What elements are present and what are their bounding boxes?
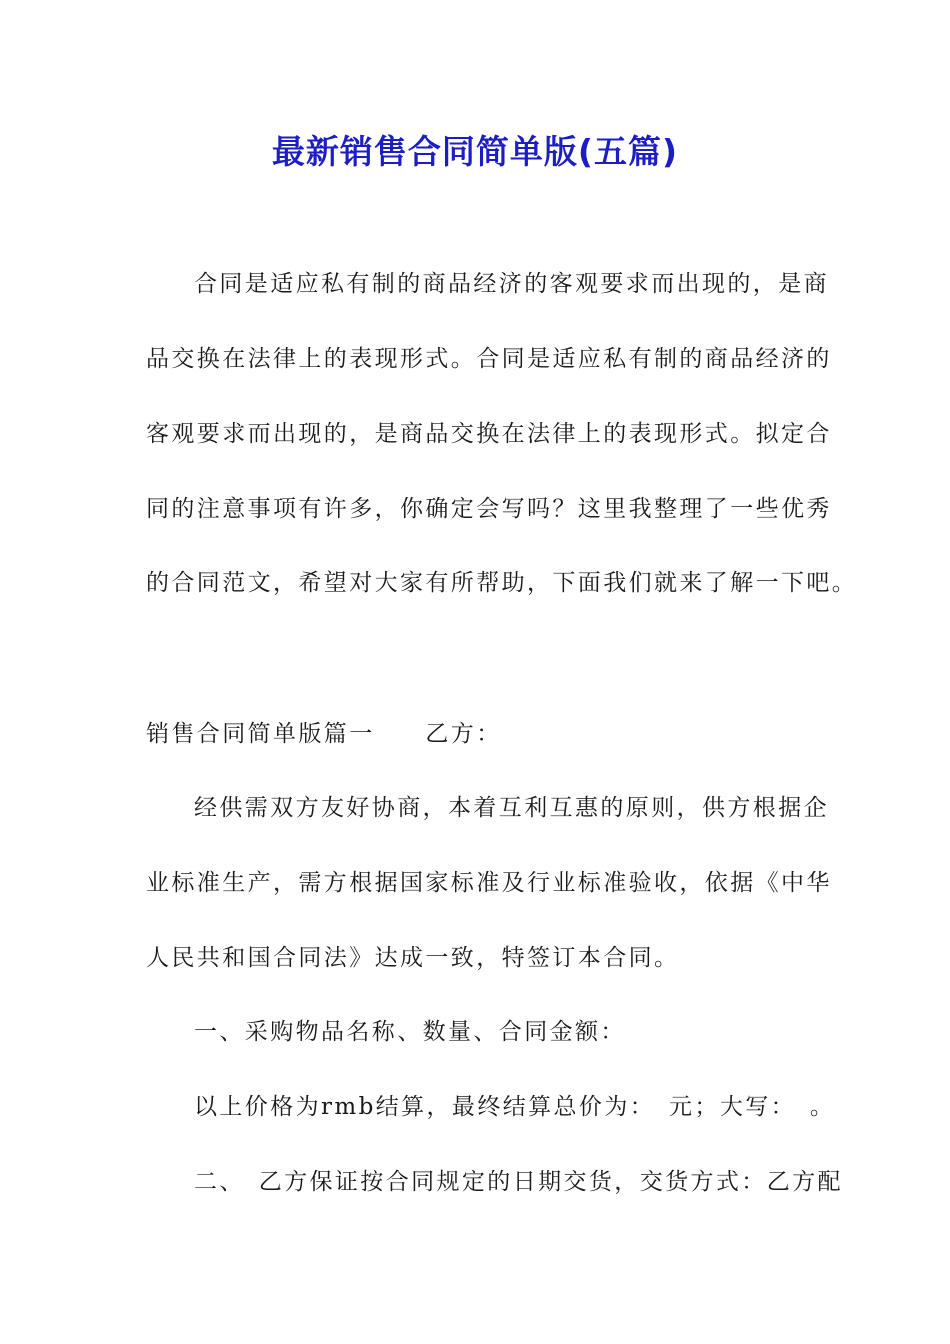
body-line-4: 一、采购物品名称、数量、合同金额：	[194, 1019, 626, 1045]
document-title: 最新销售合同简单版(五篇)	[271, 132, 679, 171]
body-line-3: 人民共和国合同法》达成一致，特签订本合同。	[146, 945, 680, 971]
body-line-2: 业标准生产，需方根据国家标准及行业标准验收，依据《中华	[146, 870, 832, 896]
intro-line-2: 品交换在法律上的表现形式。合同是适应私有制的商品经济的	[146, 346, 832, 372]
intro-line-4: 同的注意事项有许多，你确定会写吗？这里我整理了一些优秀	[146, 496, 832, 522]
intro-line-3: 客观要求而出现的，是商品交换在法律上的表现形式。拟定合	[146, 421, 832, 447]
body-line-1: 经供需双方友好协商，本着互利互惠的原则，供方根据企	[194, 795, 829, 821]
body-line-5: 以上价格为rmb结算，最终结算总价为： 元；大写： 。	[194, 1094, 836, 1120]
intro-line-5: 的合同范文，希望对大家有所帮助，下面我们就来了解一下吧。	[146, 570, 858, 596]
intro-line-1: 合同是适应私有制的商品经济的客观要求而出现的，是商	[194, 271, 829, 297]
body-line-6: 二、 乙方保证按合同规定的日期交货，交货方式：乙方配	[194, 1169, 843, 1195]
section-heading: 销售合同简单版篇一 乙方：	[146, 721, 502, 747]
